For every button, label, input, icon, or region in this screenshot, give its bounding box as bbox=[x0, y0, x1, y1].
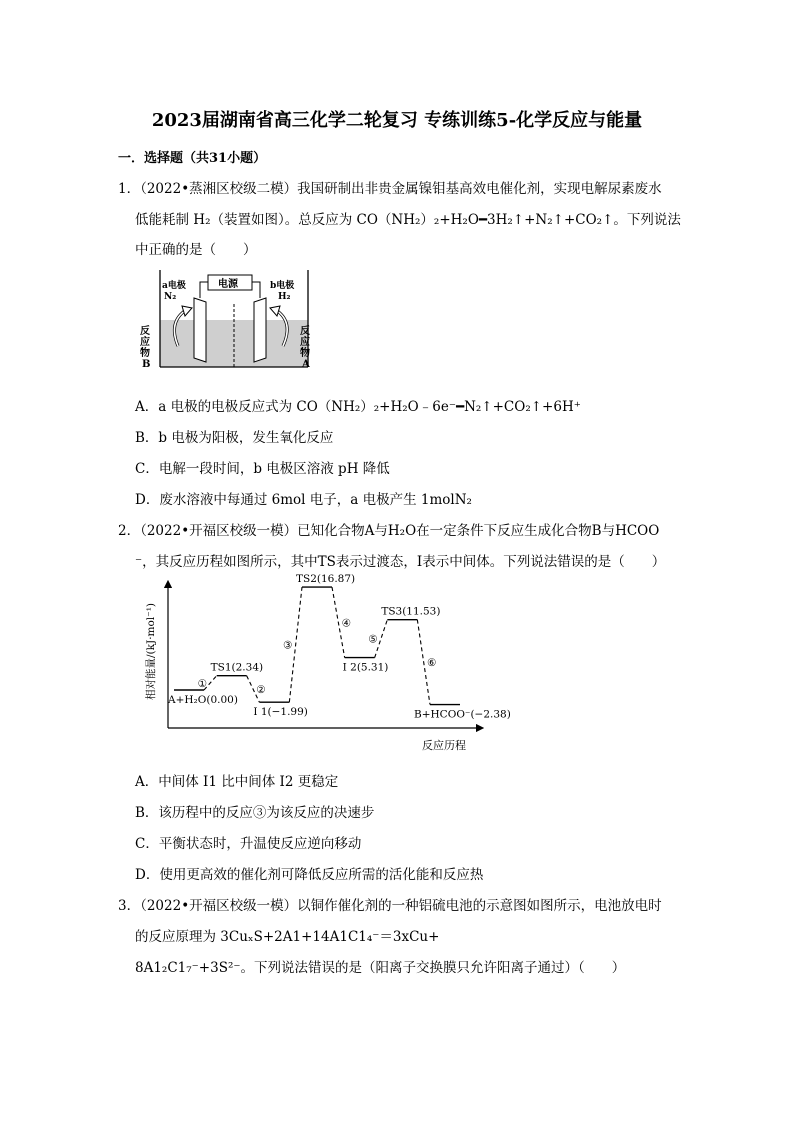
x-axis-label: 反应历程 bbox=[422, 739, 466, 752]
step-label-2: ② bbox=[256, 683, 266, 696]
reactant-a-char-1: 反 bbox=[300, 326, 310, 337]
h2-label: H₂ bbox=[278, 292, 291, 302]
q2-option-d: D．使用更高效的催化剂可降低反应所需的活化能和反应热 bbox=[135, 867, 484, 883]
n2-label: N₂ bbox=[164, 292, 177, 302]
q1-option-a: A．a 电极的电极反应式为 CO（NH₂）₂+H₂O﹣6e⁻━N₂↑+CO₂↑+6H⁺ bbox=[135, 399, 581, 415]
section-heading: 一．选择题（共31小题） bbox=[118, 151, 267, 166]
reactant-a-char-3: 物 bbox=[300, 348, 310, 359]
q2-option-a: A．中间体 I1 比中间体 I2 更稳定 bbox=[135, 774, 339, 790]
q3-stem-line-3: 8A1₂C1₇⁻+3S²⁻。下列说法错误的是（阳离子交换膜只允许阳离子通过）（ ） bbox=[135, 960, 626, 976]
step-label-6: ⑥ bbox=[426, 657, 437, 670]
reactant-a-char-4: A bbox=[302, 359, 310, 370]
reactant-b-char-4: B bbox=[142, 359, 151, 370]
step-label-4: ④ bbox=[341, 617, 352, 630]
state-label-3: I 1(−1.99) bbox=[253, 706, 308, 719]
state-label-4: TS2(16.87) bbox=[296, 573, 356, 586]
state-label-5: I 2(5.31) bbox=[342, 661, 389, 674]
reactant-a-char-2: 应 bbox=[300, 337, 310, 348]
reactant-b-char-1: 反 bbox=[140, 326, 150, 337]
q2-stem-line-1: 2．（2022•开福区校级一模）已知化合物A与H₂O在一定条件下反应生成化合物B与HCOO bbox=[118, 523, 660, 539]
step-label-3: ③ bbox=[282, 639, 293, 652]
reactant-b-char-3: 物 bbox=[140, 348, 150, 359]
q1-option-d: D．废水溶液中每通过 6mol 电子，a 电极产生 1molN₂ bbox=[135, 492, 472, 508]
q1-stem-line-2: 低能耗制 H₂（装置如图）。总反应为 CO（NH₂）₂+H₂O━3H₂↑+N₂↑+CO₂↑。下列说法 bbox=[135, 212, 681, 228]
step-label-5: ⑤ bbox=[368, 633, 378, 646]
q1-stem-line-1: 1．（2022•蒸湘区校级二模）我国研制出非贵金属镍钼基高效电催化剂，实现电解尿素废水 bbox=[118, 181, 662, 197]
step-label-1: ① bbox=[197, 677, 208, 690]
q2-option-b: B．该历程中的反应③为该反应的决速步 bbox=[135, 805, 375, 821]
a-electrode-label: a电极 bbox=[162, 281, 186, 291]
q1-option-c: C．电解一段时间，b 电极区溶液 pH 降低 bbox=[135, 461, 390, 477]
q2-option-c: C．平衡状态时，升温使反应逆向移动 bbox=[135, 836, 362, 852]
power-label: 电源 bbox=[218, 279, 238, 290]
electrolysis-cell-diagram bbox=[138, 264, 318, 374]
reactant-b-char-2: 应 bbox=[140, 337, 150, 348]
b-electrode-label: b电极 bbox=[270, 281, 295, 291]
state-label-2: TS1(2.34) bbox=[210, 661, 264, 674]
q3-stem-line-2: 的反应原理为 3CuₓS+2A1+14A1C1₄⁻＝3xCu+ bbox=[135, 929, 440, 945]
state-label-1: A+H₂O(0.00) bbox=[168, 694, 238, 706]
q2-stem-line-2: ⁻，其反应历程如图所示，其中TS表示过渡态，I表示中间体。下列说法错误的是（ ） bbox=[135, 554, 666, 570]
state-label-6: TS3(11.53) bbox=[381, 605, 441, 618]
energy-profile-chart bbox=[130, 573, 511, 756]
q3-stem-line-1: 3．（2022•开福区校级一模）以铜作催化剂的一种铝硫电池的示意图如图所示，电池放电时 bbox=[118, 898, 662, 914]
y-axis-label: 相对能量/(kJ·mol⁻¹) bbox=[145, 602, 157, 700]
q1-option-b: B．b 电极为阳极，发生氧化反应 bbox=[135, 430, 334, 446]
q1-stem-line-3: 中正确的是（ ） bbox=[135, 242, 257, 258]
state-label-7: B+HCOO⁻(−2.38) bbox=[414, 708, 511, 721]
page-title: 2023届湖南省高三化学二轮复习 专练训练5-化学反应与能量 bbox=[151, 110, 643, 131]
